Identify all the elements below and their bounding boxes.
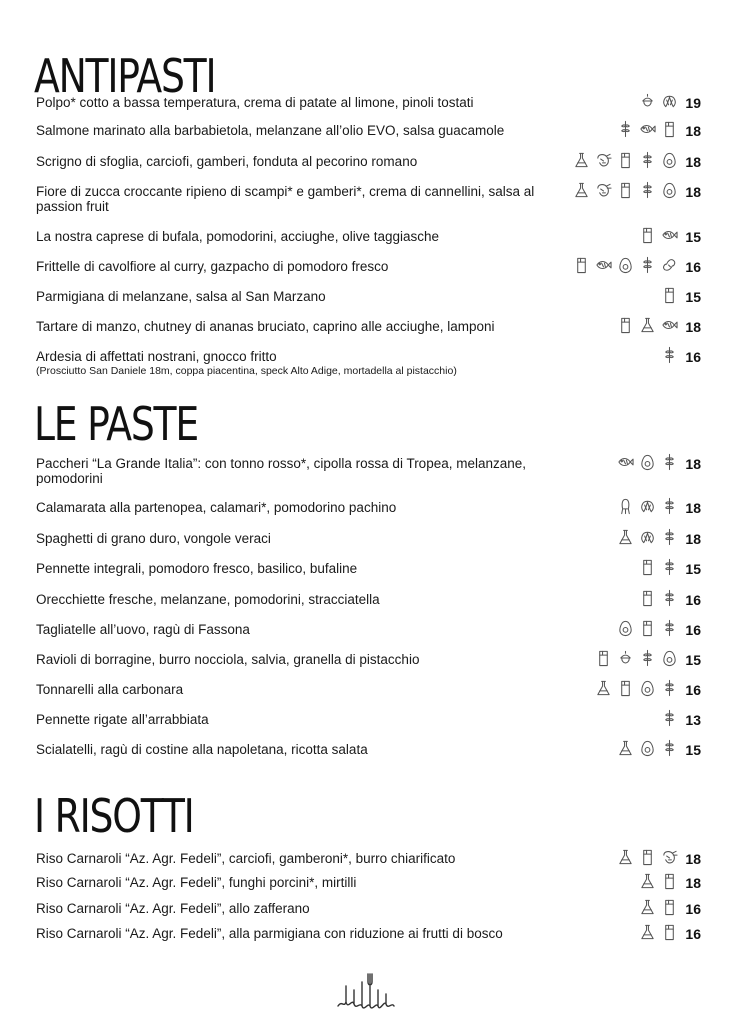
price: 18 bbox=[685, 500, 701, 516]
sulfite-icon bbox=[617, 739, 634, 757]
dairy-icon bbox=[639, 589, 656, 607]
sulfite-icon bbox=[573, 181, 590, 199]
gluten-icon bbox=[661, 589, 678, 607]
menu-item bbox=[36, 652, 726, 667]
menu-item bbox=[36, 682, 726, 697]
dairy-icon bbox=[661, 120, 678, 138]
menu-item bbox=[36, 229, 726, 244]
price: 16 bbox=[685, 901, 701, 917]
sulfite-icon bbox=[617, 528, 634, 546]
price: 15 bbox=[685, 561, 701, 577]
price: 16 bbox=[685, 622, 701, 638]
egg-icon bbox=[639, 679, 656, 697]
allergen-icons bbox=[595, 649, 678, 667]
dairy-icon bbox=[639, 619, 656, 637]
allergen-icons bbox=[639, 92, 678, 110]
sulfite-icon bbox=[639, 316, 656, 334]
crustacean-icon bbox=[595, 151, 612, 169]
dish-name: Scialatelli, ragù di costine alla napoletana, ricotta salata bbox=[36, 742, 368, 757]
gluten-icon bbox=[661, 558, 678, 576]
price: 18 bbox=[685, 875, 701, 891]
price: 18 bbox=[685, 851, 701, 867]
allergen-icons bbox=[639, 898, 678, 916]
allergen-icons bbox=[573, 151, 678, 169]
dish-name: Riso Carnaroli “Az. Agr. Fedeli”, alla parmigiana con riduzione ai frutti di bosco bbox=[36, 926, 503, 941]
egg-icon bbox=[661, 649, 678, 667]
dairy-icon bbox=[573, 256, 590, 274]
sulfite-icon bbox=[639, 923, 656, 941]
dish-note: (Prosciutto San Daniele 18m, coppa piacentina, speck Alto Adige, mortadella al pistacchio) bbox=[36, 365, 457, 377]
dairy-icon bbox=[617, 679, 634, 697]
shellfish-icon bbox=[661, 92, 678, 110]
allergen-icons bbox=[661, 346, 678, 364]
menu-item bbox=[36, 349, 726, 378]
allergen-icons bbox=[661, 709, 678, 727]
sulfite-icon bbox=[639, 898, 656, 916]
price: 18 bbox=[685, 154, 701, 170]
fish-icon bbox=[595, 256, 612, 274]
crustacean-icon bbox=[595, 181, 612, 199]
menu-item bbox=[36, 531, 726, 546]
price: 16 bbox=[685, 349, 701, 365]
menu-item bbox=[36, 622, 726, 637]
menu-item bbox=[36, 901, 726, 916]
section-title-le-paste: LE PASTE bbox=[34, 397, 198, 451]
menu-item bbox=[36, 289, 726, 304]
fish-icon bbox=[617, 453, 634, 471]
dish-name: Parmigiana di melanzane, salsa al San Marzano bbox=[36, 289, 326, 304]
menu-item bbox=[36, 875, 726, 890]
allergen-icons bbox=[639, 226, 678, 244]
price: 16 bbox=[685, 259, 701, 275]
allergen-icons bbox=[617, 497, 678, 515]
dairy-icon bbox=[661, 923, 678, 941]
dairy-icon bbox=[661, 286, 678, 304]
menu-item bbox=[36, 259, 726, 274]
dish-name: Tonnarelli alla carbonara bbox=[36, 682, 184, 697]
menu-item bbox=[36, 851, 726, 866]
price: 19 bbox=[685, 95, 701, 111]
fish-icon bbox=[661, 316, 678, 334]
nut-icon bbox=[617, 649, 634, 667]
allergen-icons bbox=[617, 739, 678, 757]
gluten-icon bbox=[639, 256, 656, 274]
dairy-icon bbox=[617, 316, 634, 334]
fork-logo-icon bbox=[336, 972, 396, 1016]
menu-item bbox=[36, 926, 726, 941]
allergen-icons bbox=[639, 872, 678, 890]
nut-icon bbox=[639, 92, 656, 110]
allergen-icons bbox=[639, 923, 678, 941]
dish-name: Orecchiette fresche, melanzane, pomodorini, stracciatella bbox=[36, 592, 380, 607]
allergen-icons bbox=[617, 528, 678, 546]
section-title-i-risotti: I RISOTTI bbox=[34, 789, 194, 843]
sulfite-icon bbox=[595, 679, 612, 697]
allergen-icons bbox=[617, 619, 678, 637]
menu-item bbox=[36, 500, 726, 515]
price: 16 bbox=[685, 926, 701, 942]
dairy-icon bbox=[661, 872, 678, 890]
allergen-icons bbox=[617, 120, 678, 138]
dish-name: La nostra caprese di bufala, pomodorini, acciughe, olive taggiasche bbox=[36, 229, 440, 244]
sulfite-icon bbox=[617, 848, 634, 866]
price: 16 bbox=[685, 592, 701, 608]
allergen-icons bbox=[617, 453, 678, 471]
price: 16 bbox=[685, 682, 701, 698]
price: 18 bbox=[685, 319, 701, 335]
price: 15 bbox=[685, 289, 701, 305]
menu-item bbox=[36, 123, 726, 138]
fish-icon bbox=[661, 226, 678, 244]
menu-item bbox=[36, 561, 726, 576]
menu-item bbox=[36, 712, 726, 727]
gluten-icon bbox=[639, 649, 656, 667]
peanut-icon bbox=[661, 256, 678, 274]
gluten-icon bbox=[639, 151, 656, 169]
allergen-icons bbox=[617, 848, 678, 866]
dairy-icon bbox=[595, 649, 612, 667]
dish-name: Paccheri “La Grande Italia”: con tonno rosso*, cipolla rossa di Tropea, melanzane, pomodorini bbox=[36, 456, 527, 486]
dish-name: Fiore di zucca croccante ripieno di scampi* e gamberi*, crema di cannellini, salsa al passion fruit bbox=[36, 184, 535, 214]
dairy-icon bbox=[639, 848, 656, 866]
allergen-icons bbox=[595, 679, 678, 697]
gluten-icon bbox=[661, 453, 678, 471]
menu-item bbox=[36, 154, 726, 169]
dish-name: Pennette rigate all’arrabbiata bbox=[36, 712, 209, 727]
menu-item bbox=[36, 456, 726, 486]
dish-name: Salmone marinato alla barbabietola, melanzane all’olio EVO, salsa guacamole bbox=[36, 123, 505, 138]
dish-name: Tartare di manzo, chutney di ananas bruciato, caprino alle acciughe, lamponi bbox=[36, 319, 495, 334]
dish-name: Frittelle di cavolfiore al curry, gazpacho di pomodoro fresco bbox=[36, 259, 389, 274]
crustacean-icon bbox=[661, 848, 678, 866]
egg-icon bbox=[639, 739, 656, 757]
price: 18 bbox=[685, 456, 701, 472]
section-title-antipasti: ANTIPASTI bbox=[34, 49, 216, 103]
dish-name: Riso Carnaroli “Az. Agr. Fedeli”, carciofi, gamberoni*, burro chiarificato bbox=[36, 851, 456, 866]
fish-icon bbox=[639, 120, 656, 138]
menu-item bbox=[36, 319, 726, 334]
dish-name: Ravioli di borragine, burro nocciola, salvia, granella di pistacchio bbox=[36, 652, 420, 667]
price: 15 bbox=[685, 652, 701, 668]
price: 18 bbox=[685, 123, 701, 139]
dish-name: Tagliatelle all’uovo, ragù di Fassona bbox=[36, 622, 250, 637]
gluten-icon bbox=[661, 679, 678, 697]
gluten-icon bbox=[661, 346, 678, 364]
mollusc-icon bbox=[617, 497, 634, 515]
shellfish-icon bbox=[639, 497, 656, 515]
dairy-icon bbox=[639, 226, 656, 244]
menu-item bbox=[36, 742, 726, 757]
dish-name: Riso Carnaroli “Az. Agr. Fedeli”, funghi porcini*, mirtilli bbox=[36, 875, 357, 890]
allergen-icons bbox=[661, 286, 678, 304]
egg-icon bbox=[661, 151, 678, 169]
dish-name: Ardesia di affettati nostrani, gnocco fritto bbox=[36, 349, 277, 364]
allergen-icons bbox=[617, 316, 678, 334]
allergen-icons bbox=[573, 181, 678, 199]
egg-icon bbox=[639, 453, 656, 471]
menu-item bbox=[36, 592, 726, 607]
price: 15 bbox=[685, 742, 701, 758]
dairy-icon bbox=[661, 898, 678, 916]
gluten-icon bbox=[661, 619, 678, 637]
dairy-icon bbox=[617, 151, 634, 169]
gluten-icon bbox=[661, 739, 678, 757]
allergen-icons bbox=[573, 256, 678, 274]
price: 15 bbox=[685, 229, 701, 245]
dish-name: Polpo* cotto a bassa temperatura, crema di patate al limone, pinoli tostati bbox=[36, 95, 474, 110]
allergen-icons bbox=[639, 589, 678, 607]
dish-name: Spaghetti di grano duro, vongole veraci bbox=[36, 531, 271, 546]
shellfish-icon bbox=[639, 528, 656, 546]
dairy-icon bbox=[617, 181, 634, 199]
egg-icon bbox=[661, 181, 678, 199]
gluten-icon bbox=[661, 497, 678, 515]
dish-name: Riso Carnaroli “Az. Agr. Fedeli”, allo zafferano bbox=[36, 901, 310, 916]
gluten-icon bbox=[617, 120, 634, 138]
egg-icon bbox=[617, 256, 634, 274]
dish-name: Calamarata alla partenopea, calamari*, pomodorino pachino bbox=[36, 500, 397, 515]
sulfite-icon bbox=[573, 151, 590, 169]
gluten-icon bbox=[661, 709, 678, 727]
dish-name: Pennette integrali, pomodoro fresco, basilico, bufaline bbox=[36, 561, 358, 576]
sulfite-icon bbox=[639, 872, 656, 890]
dairy-icon bbox=[639, 558, 656, 576]
gluten-icon bbox=[639, 181, 656, 199]
egg-icon bbox=[617, 619, 634, 637]
menu-item bbox=[36, 95, 726, 110]
price: 18 bbox=[685, 184, 701, 200]
price: 13 bbox=[685, 712, 701, 728]
dish-name: Scrigno di sfoglia, carciofi, gamberi, fonduta al pecorino romano bbox=[36, 154, 418, 169]
allergen-icons bbox=[639, 558, 678, 576]
price: 18 bbox=[685, 531, 701, 547]
menu-item bbox=[36, 184, 726, 214]
gluten-icon bbox=[661, 528, 678, 546]
